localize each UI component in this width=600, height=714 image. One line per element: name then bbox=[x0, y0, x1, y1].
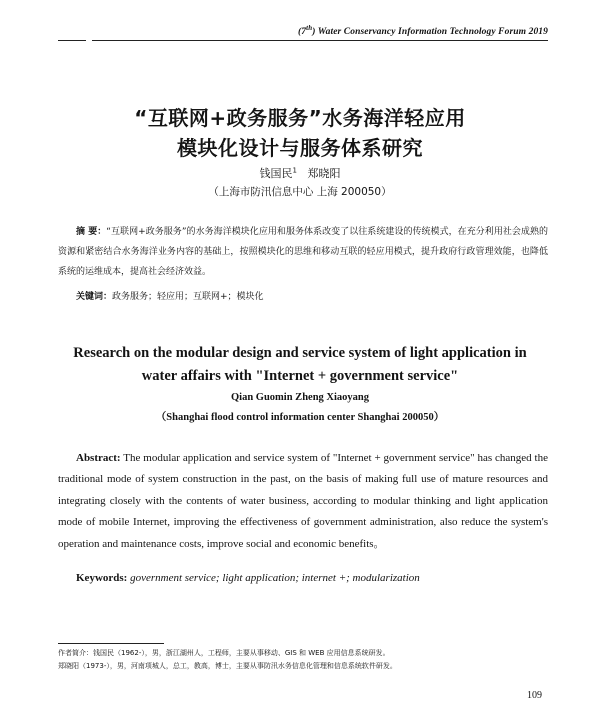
footnote-author-1: 作者简介：钱国民（1962-），男，浙江湖州人，工程师，主要从事移动、GIS 和 WEB 应用信息系统研发。 bbox=[58, 649, 390, 657]
chinese-title-line-2: 模块化设计与服务体系研究 bbox=[177, 136, 423, 160]
english-authors: Qian Guomin Zheng Xiaoyang bbox=[231, 392, 369, 403]
page-number: 109 bbox=[527, 690, 542, 701]
english-keywords-text: government service; light application; internet +; modularization bbox=[127, 572, 420, 584]
running-header: (7th) Water Conservancy Information Technology Forum 2019 bbox=[298, 24, 548, 38]
author-1: 钱国民 bbox=[259, 167, 293, 180]
header-rule bbox=[92, 40, 548, 41]
chinese-keywords bbox=[76, 289, 264, 302]
chinese-authors bbox=[0, 165, 600, 181]
chinese-abstract-text: “互联网+政务服务”的水务海洋模块化应用和服务体系改变了以往系统建设的传统模式，在充分利用社会成熟的资源和紧密结合水务海洋业务内容的基础上，按照模块化的思维和移动互联的轻应用模式，提升政府行政管理效能，也降低系统的运维成本，提高社会经济效益。 bbox=[58, 227, 549, 277]
author-1-footnote-mark: 1 bbox=[292, 166, 297, 175]
english-title-line-1: Research on the modular design and service system of light application in bbox=[73, 345, 527, 361]
header-left-rule bbox=[58, 40, 86, 41]
chinese-abstract-label: 摘 要： bbox=[76, 227, 107, 237]
english-abstract-label: Abstract: bbox=[76, 452, 121, 464]
chinese-abstract bbox=[58, 222, 548, 282]
english-affiliation: （Shanghai flood control information center Shanghai 200050） bbox=[155, 412, 445, 423]
english-keywords-label: Keywords: bbox=[76, 572, 128, 584]
footnote-author-2: 郑晓阳（1973-），男，河南项城人，总工，教高，博士，主要从事防汛水务信息化管理和信息系统软件研发。 bbox=[58, 662, 397, 670]
english-abstract bbox=[58, 448, 548, 555]
chinese-title-line-1: “互联网+政务服务”水务海洋轻应用 bbox=[134, 106, 466, 130]
english-title-line-2: water affairs with "Internet + government service" bbox=[141, 368, 459, 384]
chinese-keywords-text: 政务服务；轻应用；互联网+；模块化 bbox=[112, 292, 264, 302]
english-keywords bbox=[76, 572, 420, 584]
footnote-rule bbox=[58, 643, 164, 644]
chinese-affiliation: （上海市防汛信息中心 上海 200050） bbox=[208, 186, 392, 198]
chinese-keywords-label: 关键词： bbox=[76, 292, 113, 302]
author-2: 郑晓阳 bbox=[307, 167, 341, 180]
english-abstract-text: The modular application and service system of "Internet + government service" has changed the traditional mode of system construction in the past, on the basis of making full use of mature resources and integrating closely with the contents of water business, according to modular thinking and light application mode of mobile Internet, improving the effectiveness of government administration, also reduce the system's operation and maintenance costs, improve social and economic benefits。 bbox=[58, 452, 548, 550]
